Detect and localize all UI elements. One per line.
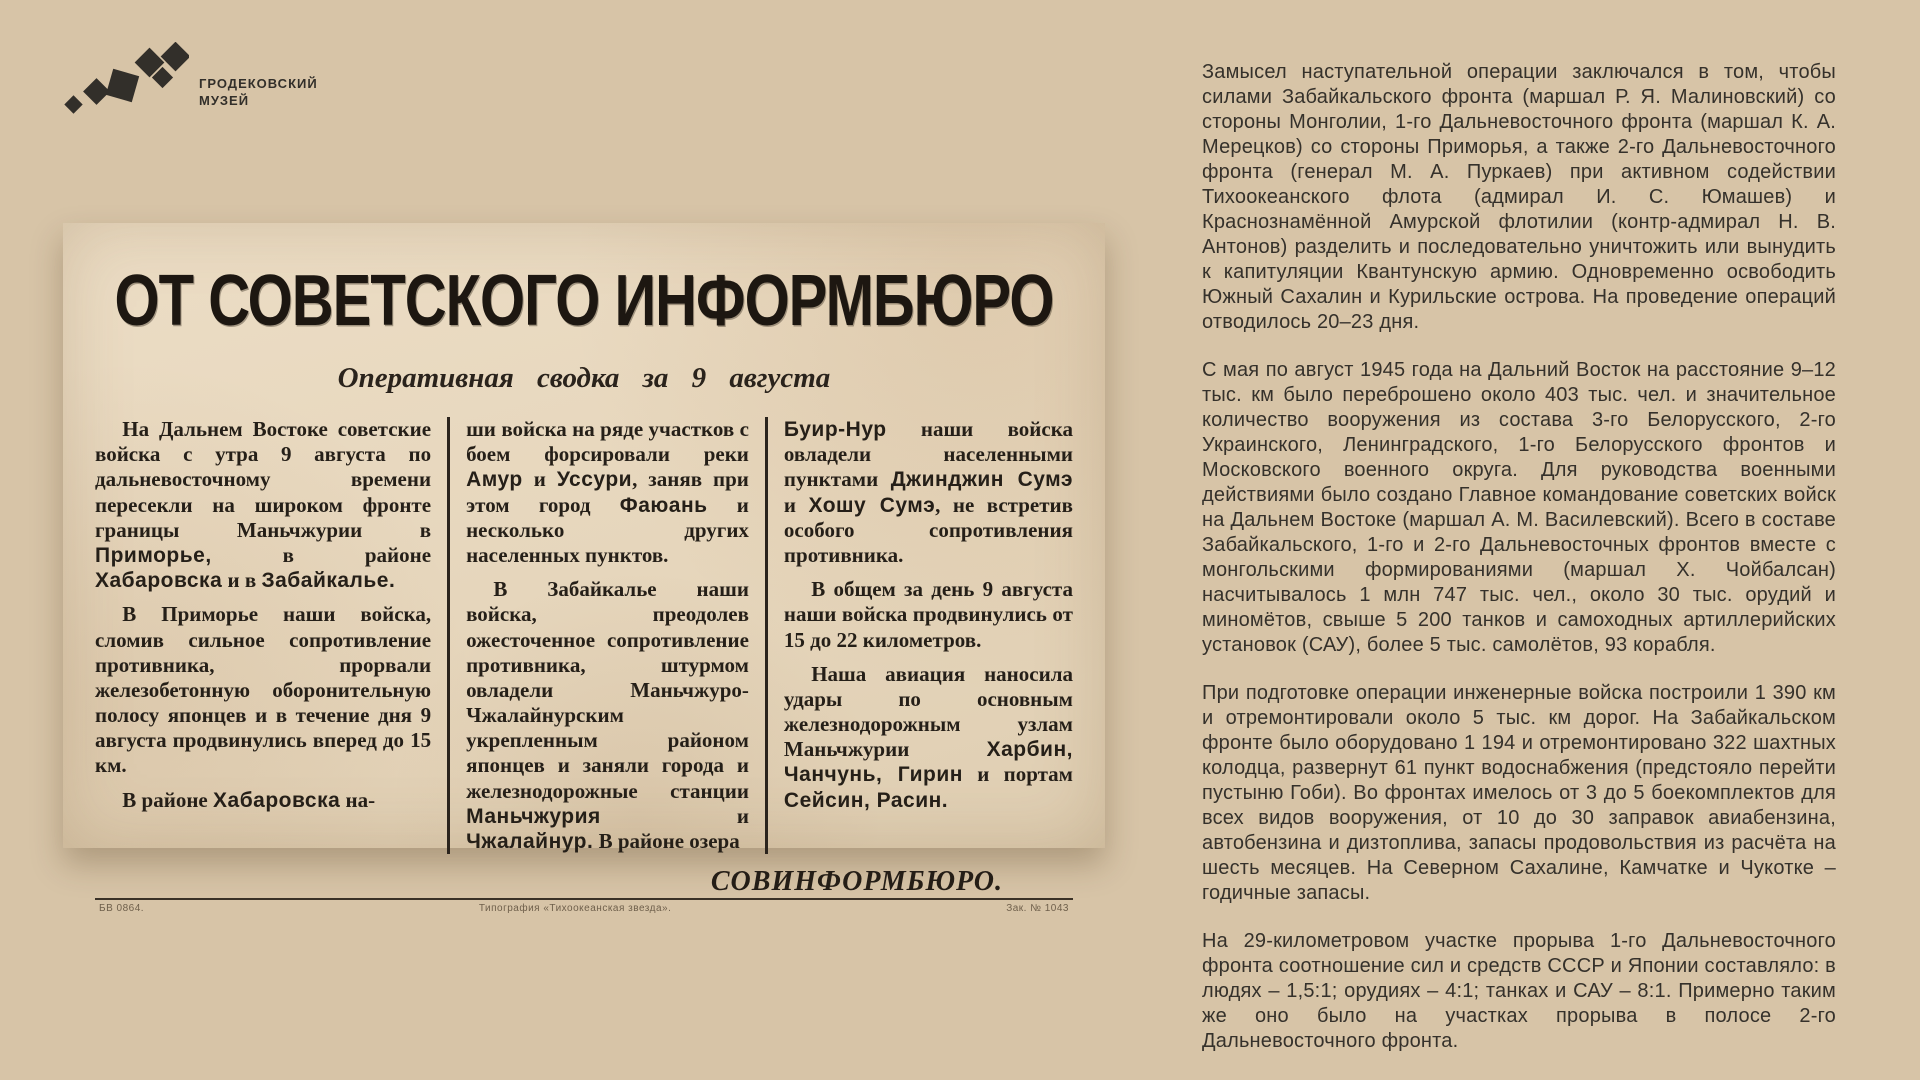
poster-signature: СОВИНФОРМБЮРО.	[710, 866, 1003, 898]
imprint-left: БВ 0864.	[99, 903, 145, 915]
museum-logo	[57, 42, 318, 120]
poster-text-run: В районе озера	[593, 829, 740, 853]
museum-logo-text	[199, 75, 318, 109]
poster-column	[447, 417, 765, 854]
poster-paragraph	[784, 662, 1073, 813]
poster-text-run: В общем за день 9 августа наши войска продвинулись от 15 до 22 километров.	[783, 577, 1073, 652]
imprint-right: Зак. № 1043	[1006, 903, 1069, 915]
poster-column	[765, 417, 1073, 854]
poster-text-run: в районе	[211, 542, 432, 567]
poster-paragraph	[466, 417, 749, 568]
poster-bold-run: Маньчжурия	[466, 804, 601, 828]
poster-text-run: и портам	[962, 762, 1073, 787]
article-paragraph: Замысел наступательной операции заключался в том, чтобы силами Забайкальского фронта (маршал Р. Я. Малиновский) со стороны Монголии, 1-го Дальневосточного фронта (маршал К. А. Мерецков) со стороны Приморья, а также 2-го Дальневосточного фронта (генерал М. А. Пуркаев) при активном содействии Тихоокеанского флота (адмирал И. С. Юмашев) и Краснознамённой Амурской флотилии (контр-адмирал Н. В. Антонов) разделить и последовательно уничтожить или вынудить к капитуляции Квантунскую армию. Одновременно освободить Южный Сахалин и Курильские острова. На проведение операций отводилось 20–23 дня.	[1202, 61, 1836, 333]
poster-bold-run: Хошу Сумэ	[808, 493, 936, 517]
poster-subtitle: Оперативная сводка за 9 августа	[337, 362, 831, 394]
poster-bold-run: Хабаровска	[213, 788, 341, 812]
article-paragraph: С мая по август 1945 года на Дальний Восток на расстояние 9–12 тыс. км было переброшено около 403 тыс. чел. и значительное количество вооружения из состава 3-го Белорусского, 2-го Украинского, Ленинградского, 1-го Белорусского фронтов и Московского военного округа. Для руководства военными действиями было создано Главное командование советских войск на Дальнем Востоке (маршал А. М. Василевский). Всего в составе Забайкальского, 1-го и 2-го Дальневосточных фронтов вместе с монгольскими формированиями (маршал Х. Чойбалсан) насчитывалось 1 млн 747 тыс. чел., около 30 тыс. орудий и миномётов, свыше 5 200 танков и самоходных артиллерийских установок (САУ), более 5 тыс. самолётов, 93 корабля.	[1202, 359, 1836, 656]
poster-bold-run: Забайкалье.	[261, 569, 396, 593]
poster-bold-run: Амур	[466, 468, 523, 492]
poster-paragraph	[95, 788, 431, 813]
poster-text-run: В Забайкалье наши войска, преодолев ожесточенное сопротивление противника, штурмом овладели Маньчжуро-Чжалайнурским укрепленным районом японцев и заняли города и железнодорожные станции	[466, 577, 749, 803]
logo-line-2: МУЗЕЙ	[199, 93, 250, 108]
poster-text-run: , не встретив особого сопротивления противника.	[783, 492, 1073, 567]
poster-text-run: В Приморье наши войска, сломив сильное сопротивление противника, прорвали железобетонную оборонительную полосу японцев и в течение дня 9 августа продвинулись вперед до 15 км.	[95, 602, 432, 778]
article-paragraph: При подготовке операции инженерные войска построили 1 390 км и отремонтировали около 5 тыс. км дорог. На Забайкальском фронте было оборудовано 1 194 и отремонтировано 322 шахтных колодца, развернут 61 пункт водоснабжения (предстояло перейти пустыню Гоби). Во фронтах имелось от 3 до 5 боекомплектов для всех видов вооружения, от 10 до 30 заправок авиабензина, автобензина и дизтоплива, запасы продовольствия из расчёта на шесть месяцев. На Северном Сахалине, Камчатке и Чукотке – годичные запасы.	[1202, 682, 1836, 904]
poster-text-run: В районе	[122, 787, 214, 812]
poster-title: ОТ СОВЕТСКОГО ИНФОРМБЮРО	[114, 260, 1054, 342]
poster-paragraph	[784, 417, 1073, 568]
poster-paragraph	[95, 602, 431, 778]
poster-text-run: на-	[340, 787, 376, 812]
poster-bold-run: Фаюань	[619, 493, 708, 517]
poster-paragraph	[466, 577, 749, 854]
poster-text-run: и	[600, 803, 749, 828]
poster-paragraph	[95, 417, 431, 593]
imprint-center: Типография «Тихоокеанская звезда».	[478, 903, 672, 915]
poster-bold-run: Хабаровска	[95, 569, 223, 593]
poster-imprint	[95, 898, 1073, 914]
poster-bold-run: Приморье,	[95, 543, 212, 567]
poster-text-run: и несколько других населенных пунктов.	[466, 492, 749, 567]
poster-bold-run: Сейсин, Расин.	[783, 788, 949, 812]
poster-text-run: На Дальнем Востоке советские войска с утра 9 августа по дальневосточному времени пересекли на широком фронте границы Маньчжурии в	[95, 417, 432, 542]
poster-columns	[95, 417, 1073, 854]
poster-text-run: и в	[222, 568, 262, 593]
article	[1202, 60, 1836, 1077]
sovinformburo-poster	[63, 223, 1105, 915]
poster-text-run: наши войска овладели населенными пунктами	[783, 417, 1073, 492]
poster-text-run: и	[783, 492, 809, 517]
poster-text-run: и	[522, 467, 557, 492]
article-paragraph: На 29-километровом участке прорыва 1-го Дальневосточного фронта соотношение сил и средств СССР и Японии составляло: в людях – 1,5:1; орудиях – 4:1; танках и САУ – 8:1. Примерно таким же оно было на участках прорыва в полосе 2-го Дальневосточного фронта.	[1202, 930, 1836, 1052]
poster-bold-run: Джинджин Сумэ	[890, 468, 1073, 492]
poster-bold-run: Чжалайнур.	[466, 830, 594, 853]
poster-bold-run: Уссури	[556, 468, 633, 492]
poster-text-run: ши войска на ряде участков с боем форсировали реки	[466, 417, 749, 467]
poster-bold-run: Харбин, Чанчунь, Гирин	[783, 738, 1073, 787]
poster-bold-run: Буир-Нур	[783, 418, 887, 441]
poster-text-run: , заняв при этом город	[466, 467, 749, 517]
poster-paragraph	[784, 577, 1073, 653]
poster-column	[95, 417, 447, 854]
logo-line-1: ГРОДЕКОВСКИЙ	[199, 76, 318, 91]
museum-logo-icon	[57, 42, 189, 120]
poster-text-run: Наша авиация наносила удары по основным железнодорожным узлам Маньчжурии	[783, 661, 1073, 762]
